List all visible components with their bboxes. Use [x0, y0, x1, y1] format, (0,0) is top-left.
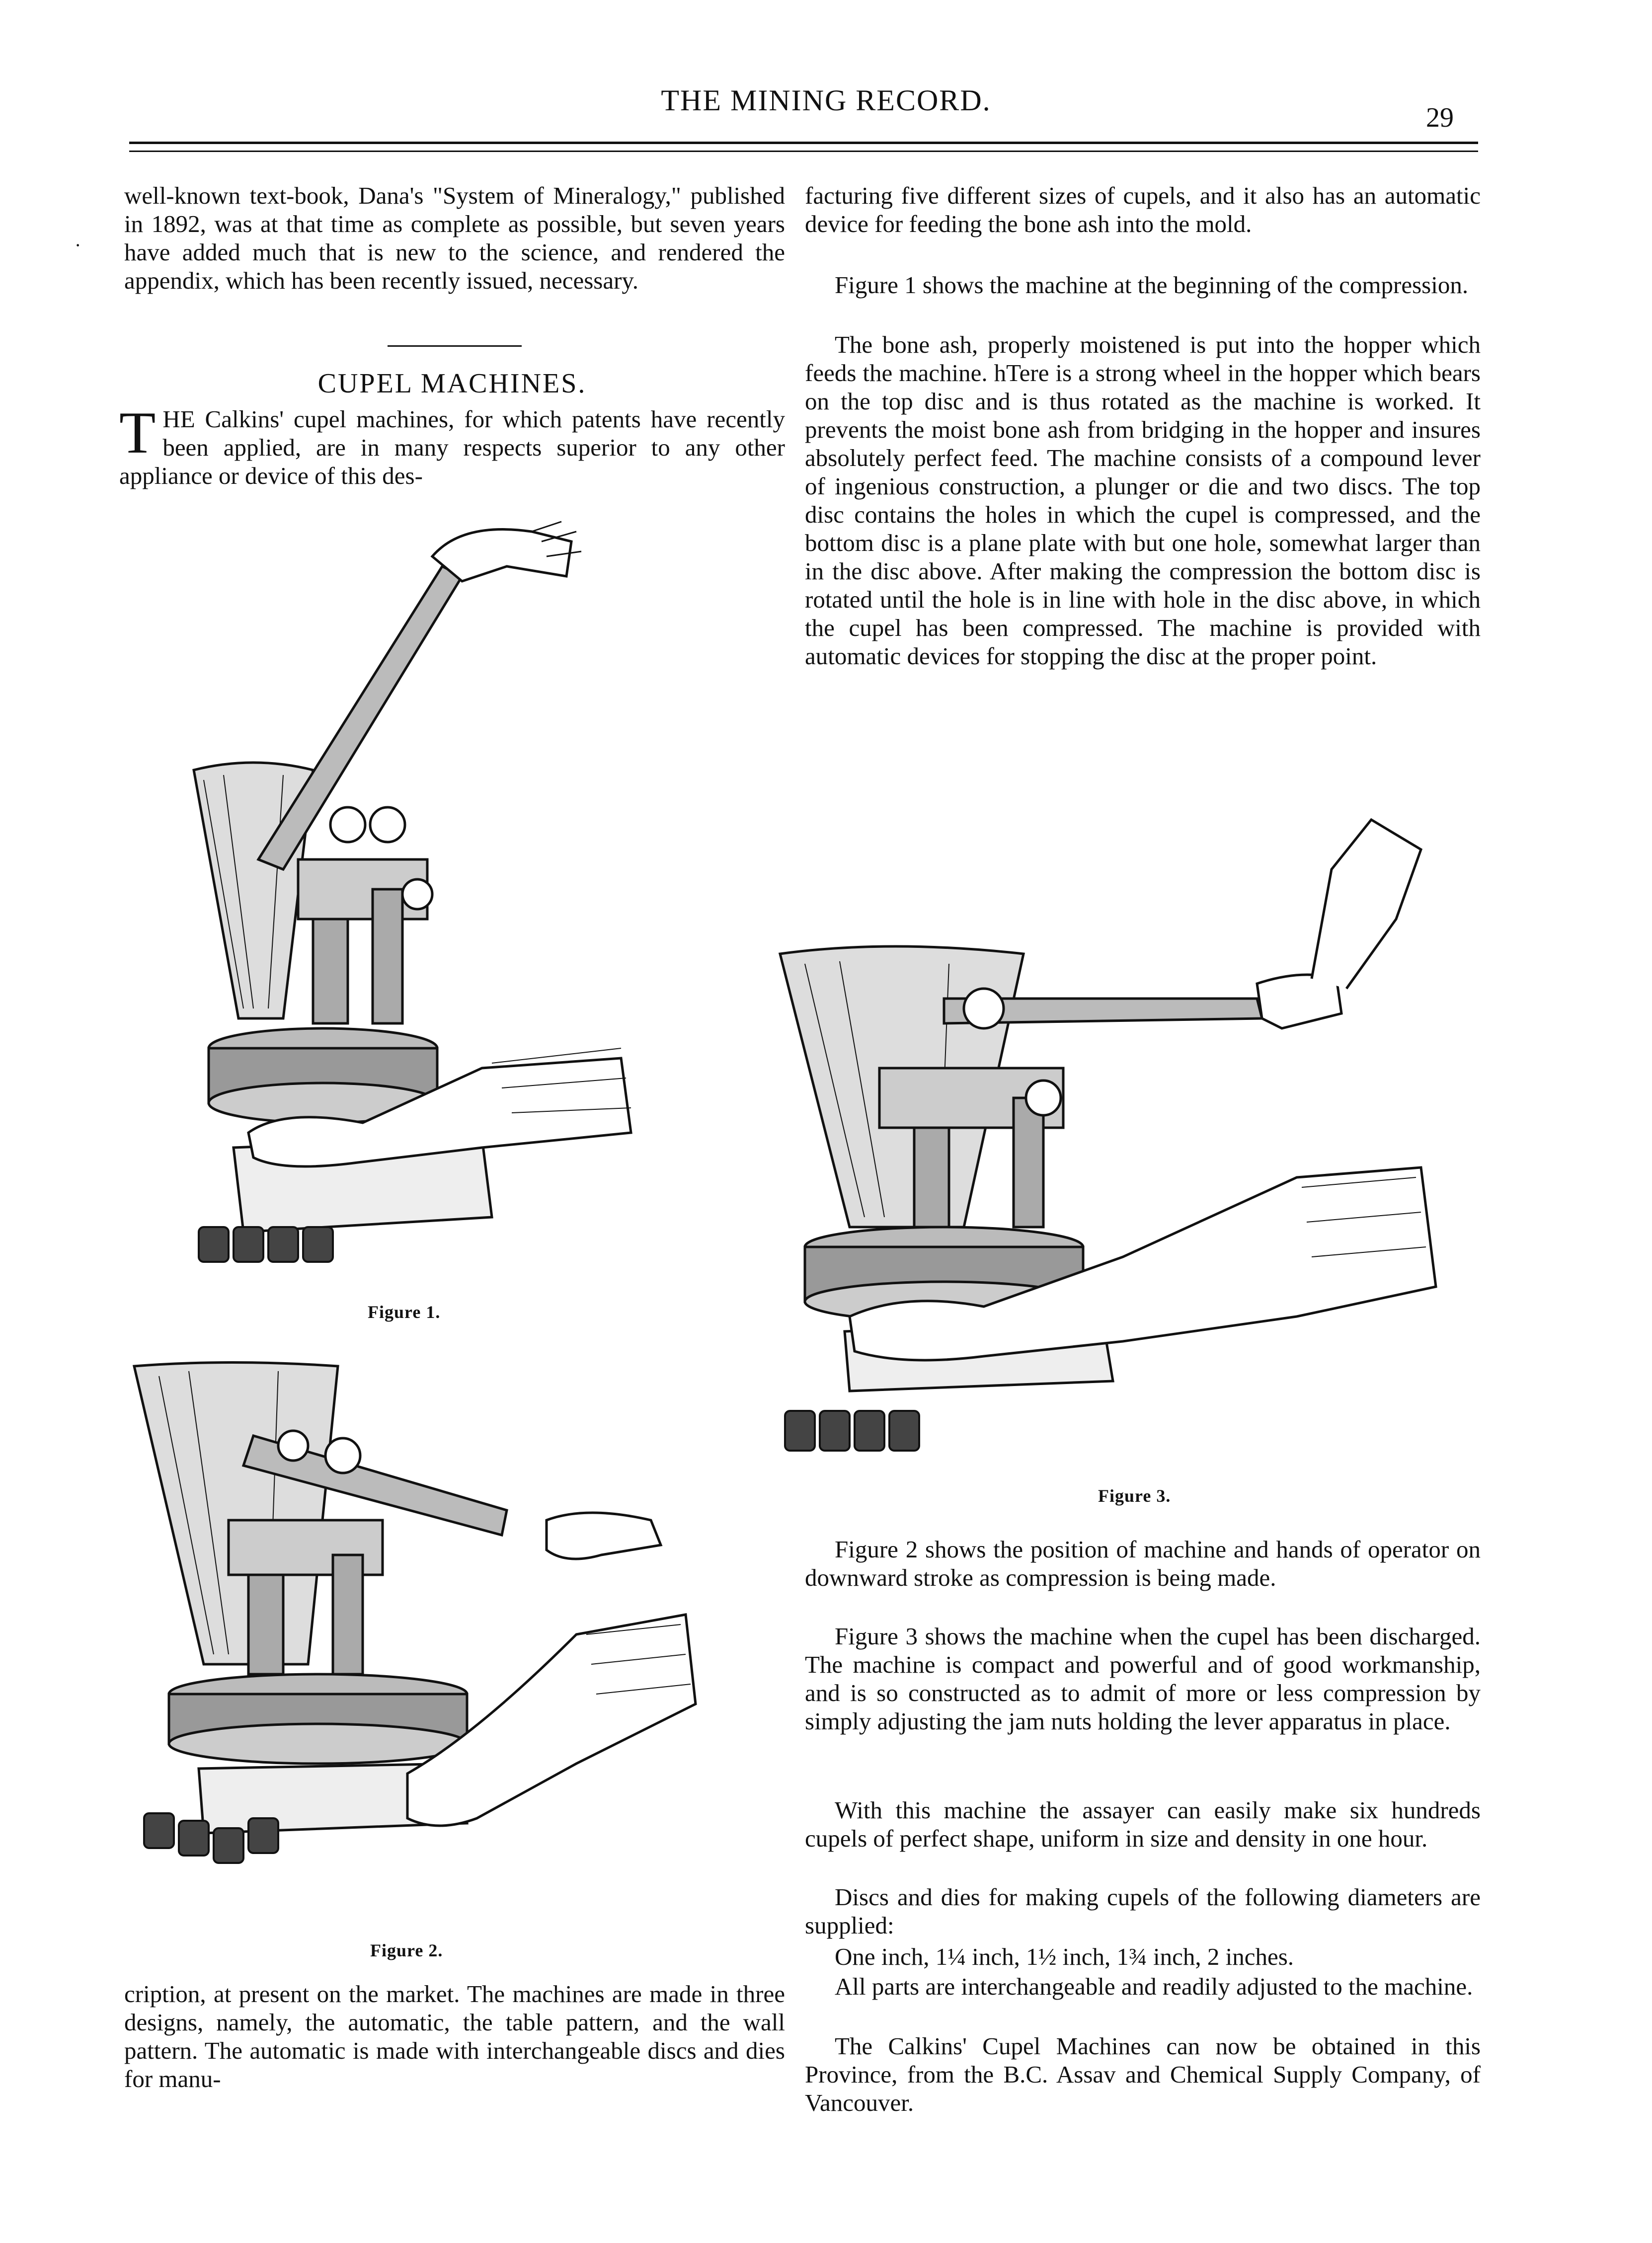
page-header-title: THE MINING RECORD. [661, 84, 991, 117]
figure-2-illustration [129, 1356, 725, 1883]
section-divider [388, 345, 522, 347]
cupel-machine-fig3-drawing [775, 790, 1491, 1456]
intro-paragraph: well-known text-book, Dana's "System of Mineralogy," published in 1892, was at that time as complete as possible, but seven years have added much that is new to the science, and rendered the appendix, which has been recently issued, necessary. [124, 182, 785, 294]
header-rule-thick [129, 142, 1478, 144]
right-paragraph-2: Figure 1 shows the machine at the beginning of the compression. [835, 271, 1469, 299]
right-paragraph-4: Figure 2 shows the position of machine and hands of operator on downward stroke as compression is being made. [805, 1536, 1481, 1591]
figure-3-illustration [775, 790, 1491, 1456]
figure-3-caption: Figure 3. [1098, 1486, 1171, 1506]
cupel-machine-fig2-drawing [129, 1356, 725, 1883]
right-paragraph-7: Discs and dies for making cupels of the following diameters are supplied: [805, 1883, 1481, 1939]
right-paragraph-10: The Calkins' Cupel Machines can now be obtained in this Province, from the B.C. Assav and Chemical Supply Company, of Vancouver. [805, 2032, 1481, 2116]
closing-paragraph-left: cription, at present on the market. The machines are made in three designs, namely, the automatic, the table pattern, and the wall pattern. The automatic is made with interchangeable discs and dies for manu- [124, 1980, 785, 2092]
drop-cap: T [119, 399, 156, 465]
page-number: 29 [1426, 102, 1454, 133]
figure-2-caption: Figure 2. [370, 1940, 443, 1960]
header-rule-thin [129, 151, 1478, 152]
right-paragraph-8: One inch, 1¼ inch, 1½ inch, 1¾ inch, 2 inches. [835, 1943, 1294, 1970]
margin-mark: · [75, 234, 81, 256]
section-title: CUPEL MACHINES. [317, 368, 587, 399]
right-paragraph-6: With this machine the assayer can easily make six hundreds cupels of perfect shape, uniform in size and density in one hour. [805, 1796, 1481, 1852]
lead-text: HE Calkins' cupel machines, for which patents have recently been applied, are in many respects superior to any other appliance or device of this des- [119, 405, 785, 489]
right-paragraph-1: facturing five different sizes of cupels, and it also has an automatic device for feeding the bone ash into the mold. [805, 182, 1481, 237]
right-paragraph-3: The bone ash, properly moistened is put into the hopper which feeds the machine. hTere is a strong wheel in the hopper which bears on the top disc and is thus rotated as the machine is worked. It prevents the moist bone ash from bridging in the hopper and insures absolutely perfect feed. The machine consists of a compound lever of ingenious construction, a plunger or die and two discs. The top disc contains the holes in which the cupel is compressed, and the bottom disc is a plane plate with but one hole, somewhat larger than in the disc above. After making the compression the bottom disc is rotated until the hole is in line with hole in the disc above, in which the cupel has been compressed. The machine is provided with automatic devices for stopping the disc at the proper point. [805, 331, 1481, 670]
right-paragraph-5: Figure 3 shows the machine when the cupel has been discharged. The machine is compact and powerful and of good workmanship, and is so constructed as to admit of more or less compression by simply adjusting the jam nuts holding the lever apparatus in place. [805, 1623, 1481, 1735]
section-lead-paragraph [119, 399, 785, 490]
figure-1-illustration [184, 512, 681, 1267]
cupel-machine-fig1-drawing [184, 512, 681, 1267]
figure-1-caption: Figure 1. [368, 1302, 441, 1322]
right-paragraph-9: All parts are interchangeable and readily adjusted to the machine. [835, 1973, 1473, 2000]
